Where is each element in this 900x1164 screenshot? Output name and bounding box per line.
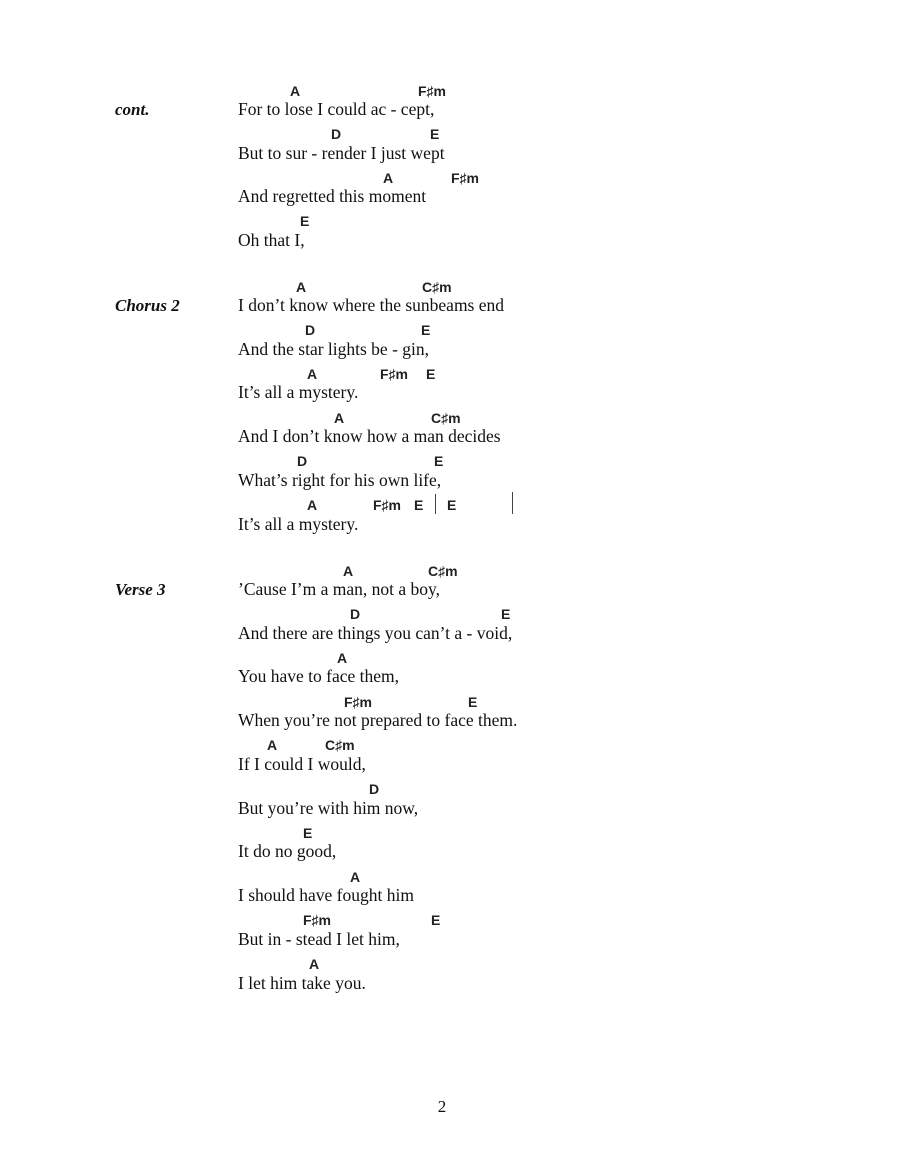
lyric-line: I let him take you.: [238, 973, 366, 993]
chord: E: [300, 213, 310, 229]
chord: E: [501, 606, 511, 622]
lyric-line: But to sur - render I just wept: [238, 143, 445, 163]
lyric-line: I should have fought him: [238, 885, 414, 905]
chord: F♯m: [373, 497, 401, 513]
measure-bar: [512, 492, 513, 514]
chord: A: [267, 737, 278, 753]
chord: A: [307, 497, 318, 513]
chord: E: [447, 497, 457, 513]
chord: A: [309, 956, 320, 972]
lyric-line: But in - stead I let him,: [238, 929, 400, 949]
chord: A: [307, 366, 318, 382]
lyric-line: And regretted this moment: [238, 186, 427, 206]
lyric-line: But you’re with him now,: [238, 798, 419, 818]
lyric-line: And there are things you can’t a - void,: [238, 623, 513, 643]
chord: D: [331, 126, 342, 142]
lyric-line: I don’t know where the sunbeams end: [238, 295, 505, 315]
chord: A: [383, 170, 394, 186]
lyric-line: It’s all a mystery.: [238, 514, 359, 534]
lyric-line: It do no good,: [238, 841, 337, 861]
lyric-line: When you’re not prepared to face them.: [238, 710, 518, 730]
section-label-chorus-2: Chorus 2: [115, 296, 180, 315]
chord: A: [334, 410, 345, 426]
chord: A: [296, 279, 307, 295]
chord: E: [414, 497, 424, 513]
chord: E: [303, 825, 313, 841]
chord: C♯m: [422, 279, 452, 295]
page-number: 2: [437, 1097, 447, 1116]
chord: F♯m: [344, 694, 372, 710]
measure-bar: [435, 494, 436, 514]
lyric-line: ’Cause I’m a man, not a boy,: [238, 579, 441, 599]
chord: F♯m: [303, 912, 331, 928]
chord: A: [343, 563, 354, 579]
section-label-verse-3: Verse 3: [115, 580, 166, 599]
chord: D: [350, 606, 361, 622]
section-label-cont: cont.: [115, 100, 150, 119]
chord: A: [290, 83, 301, 99]
lyric-line: Oh that I,: [238, 230, 305, 250]
lyric-line: It’s all a mystery.: [238, 382, 359, 402]
chord: F♯m: [418, 83, 446, 99]
chord: A: [337, 650, 348, 666]
chord: E: [468, 694, 478, 710]
chord: F♯m: [380, 366, 408, 382]
lyric-line: For to lose I could ac - cept,: [238, 99, 435, 119]
lyric-line: And the star lights be - gin,: [238, 339, 430, 359]
chord: C♯m: [431, 410, 461, 426]
lyric-line: You have to face them,: [238, 666, 400, 686]
lyric-line: If I could I would,: [238, 754, 366, 774]
chord: C♯m: [428, 563, 458, 579]
chord: F♯m: [451, 170, 479, 186]
chord: E: [421, 322, 431, 338]
chord: E: [430, 126, 440, 142]
chord: E: [426, 366, 436, 382]
chord: E: [434, 453, 444, 469]
chord: C♯m: [325, 737, 355, 753]
chord: A: [350, 869, 361, 885]
lyric-line: What’s right for his own life,: [238, 470, 442, 490]
chord: D: [369, 781, 380, 797]
chord: D: [297, 453, 308, 469]
lyric-line: And I don’t know how a man decides: [238, 426, 501, 446]
chord: D: [305, 322, 316, 338]
chord: E: [431, 912, 441, 928]
